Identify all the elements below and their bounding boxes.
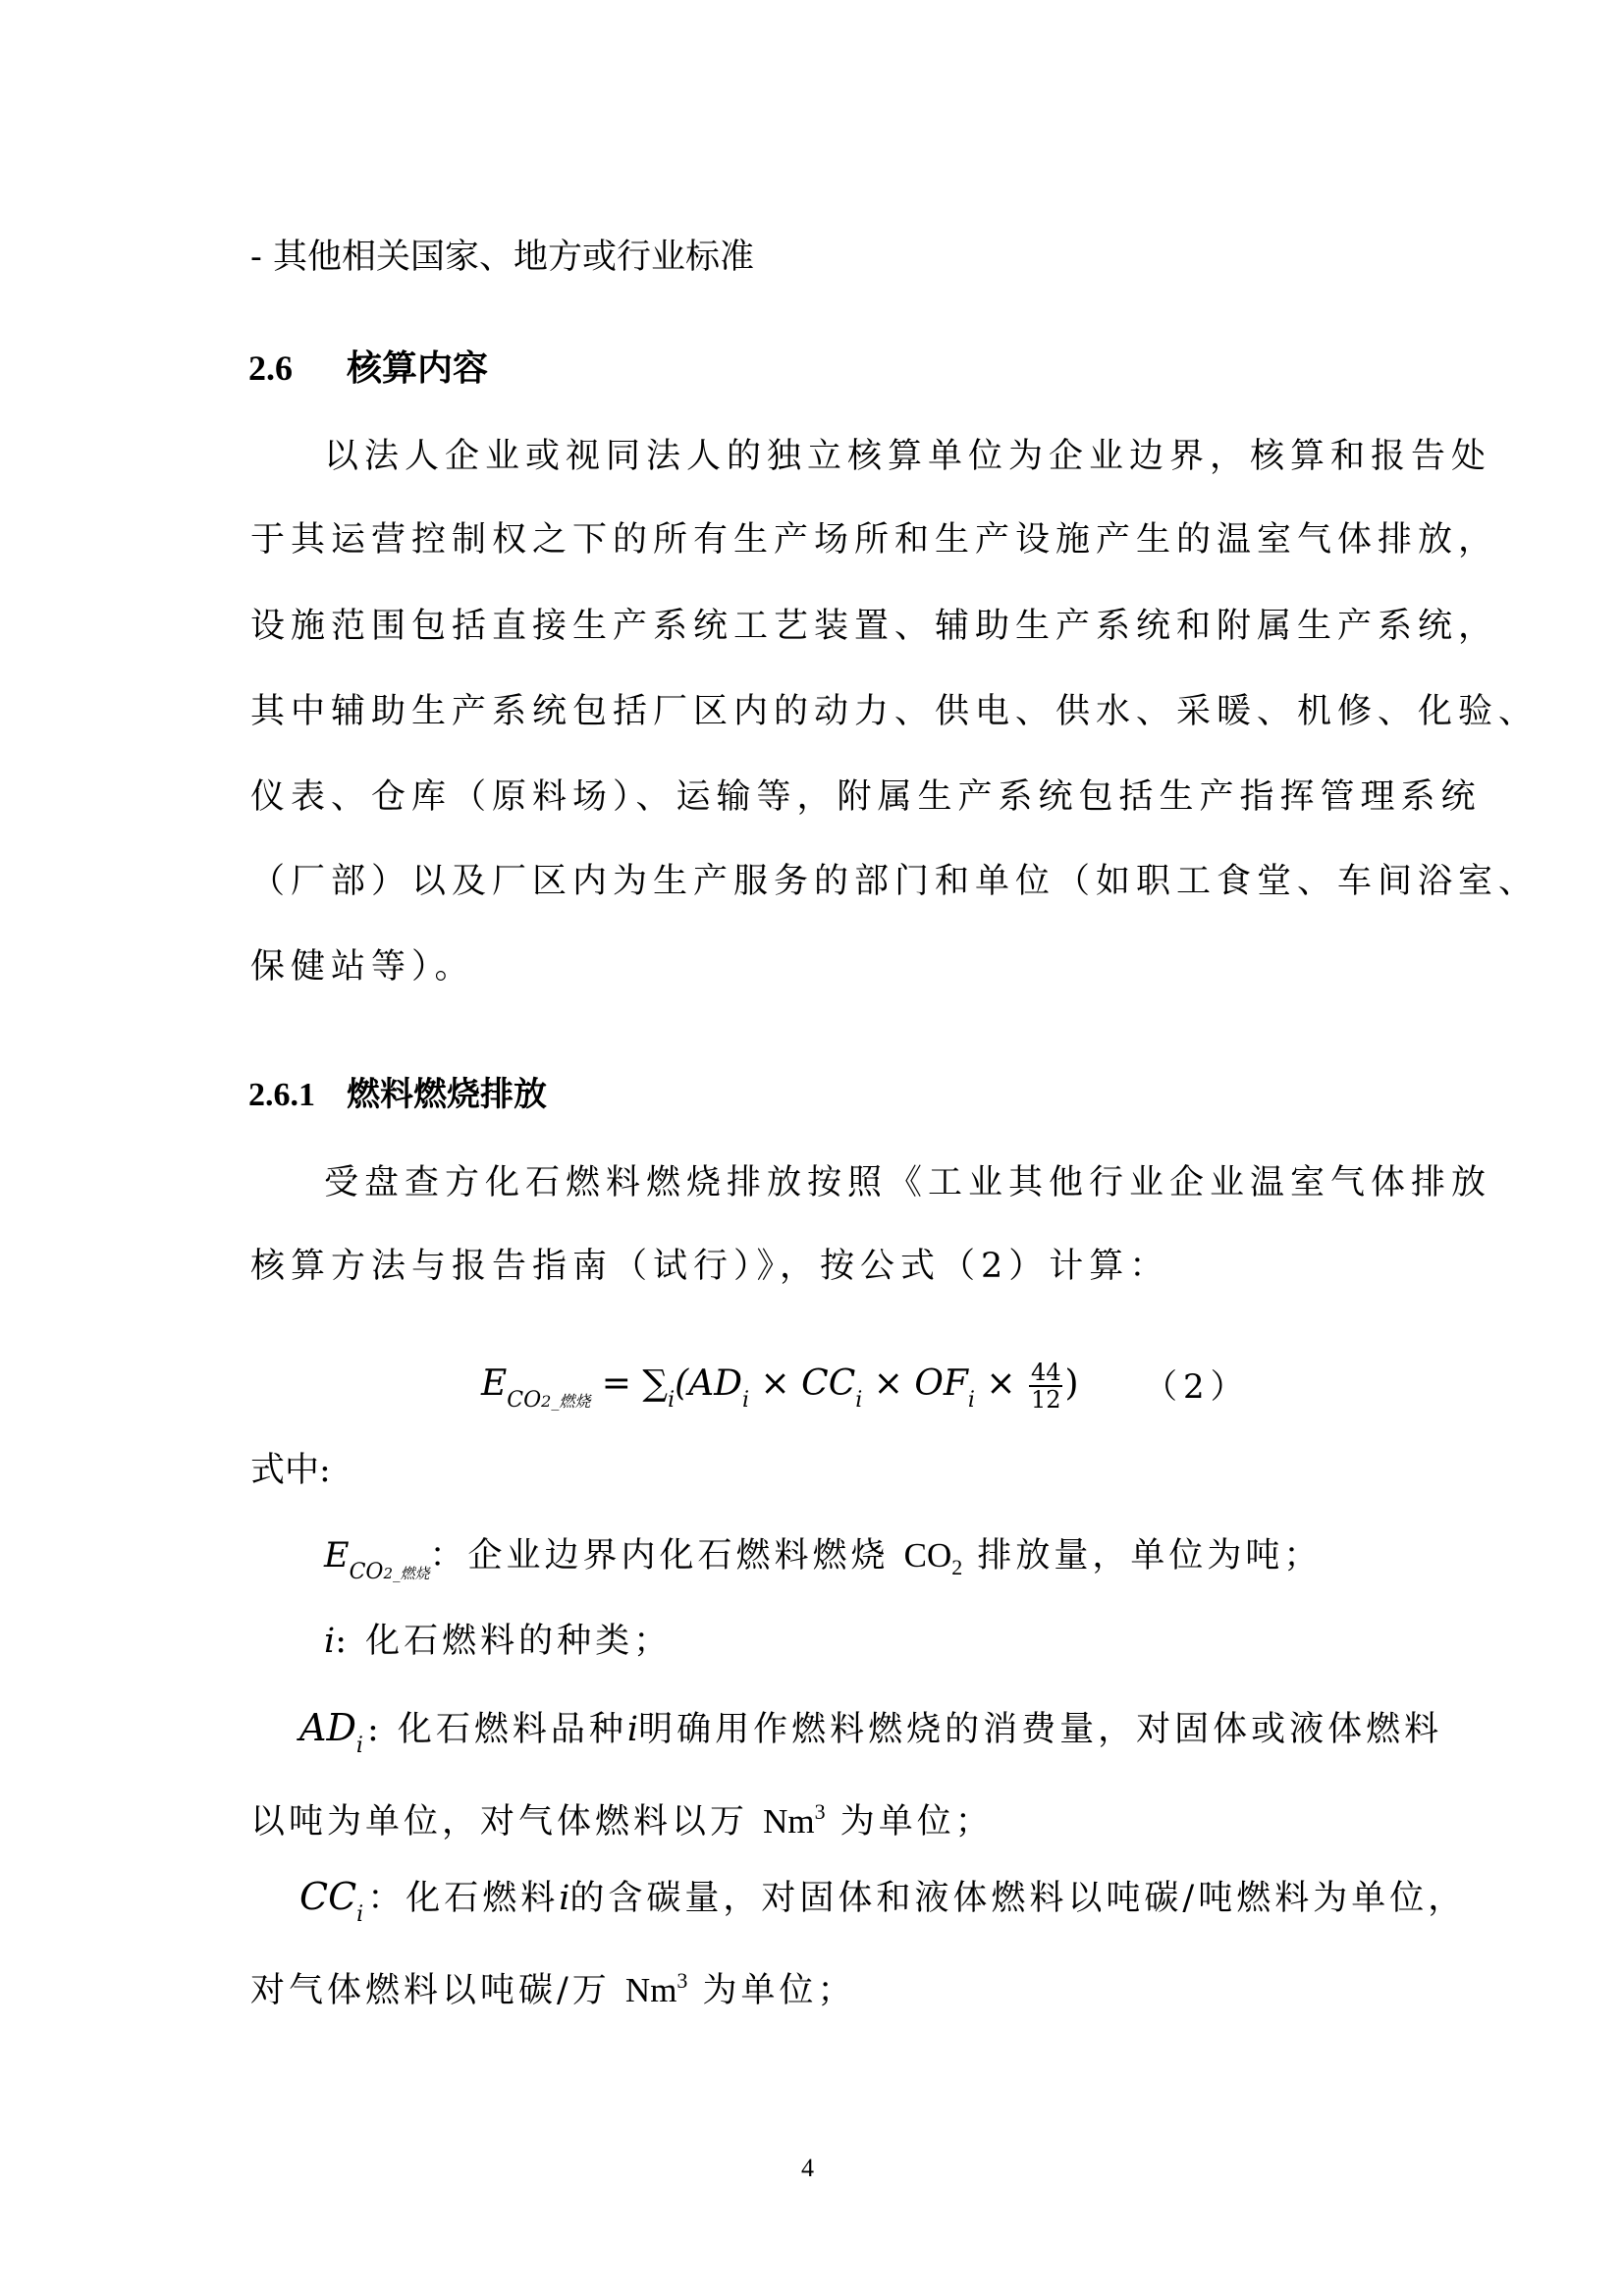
definition-symbol: CC [299, 1875, 357, 1918]
paragraph-line: 保健站等）。 [250, 947, 475, 987]
definition-superscript: 3 [814, 1799, 826, 1824]
definition-subscript: i [356, 1902, 368, 1927]
definition-symbol: i [626, 1710, 639, 1749]
definition-text: : 化石燃料的种类； [335, 1622, 673, 1661]
definition-text: 明确用作燃料燃烧的消费量，对固体或液体燃料 [638, 1710, 1443, 1749]
formula-subscript: i [668, 1388, 676, 1413]
formula-term: (AD [675, 1363, 743, 1404]
standards-list-item-text: - 其他相关国家、地方或行业标准 [250, 238, 754, 277]
formula-operator: × [974, 1363, 1027, 1404]
formula-subscript: 2_燃烧 [541, 1392, 591, 1411]
formula-symbol: E [481, 1363, 508, 1404]
definition-text: ：化石燃料 [367, 1879, 560, 1918]
definition-text: CO [903, 1536, 952, 1575]
formula-term: ) [1064, 1363, 1079, 1404]
formula-subscript: i [967, 1388, 975, 1413]
paragraph-line: （厂部）以及厂区内为生产服务的部门和单位（如职工食堂、车间浴室、 [250, 862, 1540, 901]
definition-ad [299, 1708, 1442, 1766]
section-title: 燃料燃烧排放 [347, 1075, 547, 1114]
definition-subscript: 2_燃烧 [383, 1565, 430, 1582]
formula-subscript: i [742, 1388, 750, 1413]
paragraph-line: 于其运营控制权之下的所有生产场所和生产设施产生的温室气体排放， [250, 520, 1499, 560]
section-number: 2.6.1 [248, 1077, 315, 1113]
definition-superscript: 3 [676, 1968, 688, 1993]
paragraph-line: 其中辅助生产系统包括厂区内的动力、供电、供水、采暖、机修、化验、 [250, 692, 1540, 731]
definition-text: 排放量，单位为吨； [962, 1536, 1323, 1575]
definition-text: 以吨为单位，对气体燃料以万 [250, 1802, 764, 1842]
definition-text: 对气体燃料以吨碳/万 [250, 1971, 625, 2010]
definition-symbol: E [324, 1536, 350, 1575]
section-number: 2.6 [248, 348, 293, 388]
paragraph-line: 仪表、仓库（原料场）、运输等，附属生产系统包括生产指挥管理系统 [250, 777, 1482, 817]
paragraph-line: 受盘查方化石燃料燃烧排放按照《工业其他行业企业温室气体排放 [324, 1163, 1492, 1202]
fraction-denominator: 12 [1030, 1386, 1061, 1414]
definition-cc-continued [250, 1961, 856, 2010]
section-title: 核算内容 [347, 347, 489, 389]
paragraph-line: 核算方法与报告指南（试行）》，按公式（2）计算： [250, 1247, 1170, 1286]
definition-i [324, 1622, 672, 1661]
definition-unit: Nm [763, 1802, 815, 1841]
definition-e-co2 [324, 1536, 1322, 1593]
definition-symbol: AD [299, 1706, 356, 1749]
fraction-numerator: 44 [1030, 1359, 1061, 1386]
definition-text: : 化石燃料品种 [366, 1710, 627, 1749]
paragraph-line: 设施范围包括直接生产系统工艺装置、辅助生产系统和附属生产系统， [250, 607, 1499, 646]
where-label: 式中: [250, 1451, 331, 1490]
definition-text: 为单位； [687, 1971, 856, 2010]
page-number: 4 [801, 2154, 814, 2182]
formula-subscript: i [855, 1388, 863, 1413]
equation-number: （2） [1144, 1367, 1250, 1407]
definition-cc [299, 1877, 1466, 1935]
section-heading-2-6-1 [248, 1075, 547, 1115]
definition-ad-continued [250, 1792, 994, 1842]
formula-subscript: CO [507, 1388, 542, 1413]
section-heading-2-6 [248, 348, 488, 388]
definition-text: 的含碳量，对固体和液体燃料以吨碳/吨燃料为单位， [569, 1879, 1467, 1918]
formula-operator: = ∑ [590, 1363, 669, 1404]
standards-list-item [250, 238, 754, 277]
formula-term: × OF [862, 1363, 968, 1404]
definition-text: ：企业边界内化石燃料燃烧 [429, 1536, 904, 1575]
definition-subscript: CO [349, 1560, 384, 1584]
paragraph-line: 以法人企业或视同法人的独立核算单位为企业边界，核算和报告处 [324, 437, 1492, 476]
definition-subscript: 2 [951, 1555, 963, 1579]
formula-term: × CC [749, 1363, 856, 1404]
definition-text: 为单位； [825, 1802, 994, 1842]
definition-symbol: i [559, 1879, 570, 1918]
definition-symbol: i [324, 1622, 336, 1661]
definition-unit: Nm [624, 1971, 677, 2009]
emission-formula [481, 1360, 1079, 1413]
formula-fraction [1029, 1360, 1063, 1413]
definition-subscript: i [355, 1734, 367, 1758]
